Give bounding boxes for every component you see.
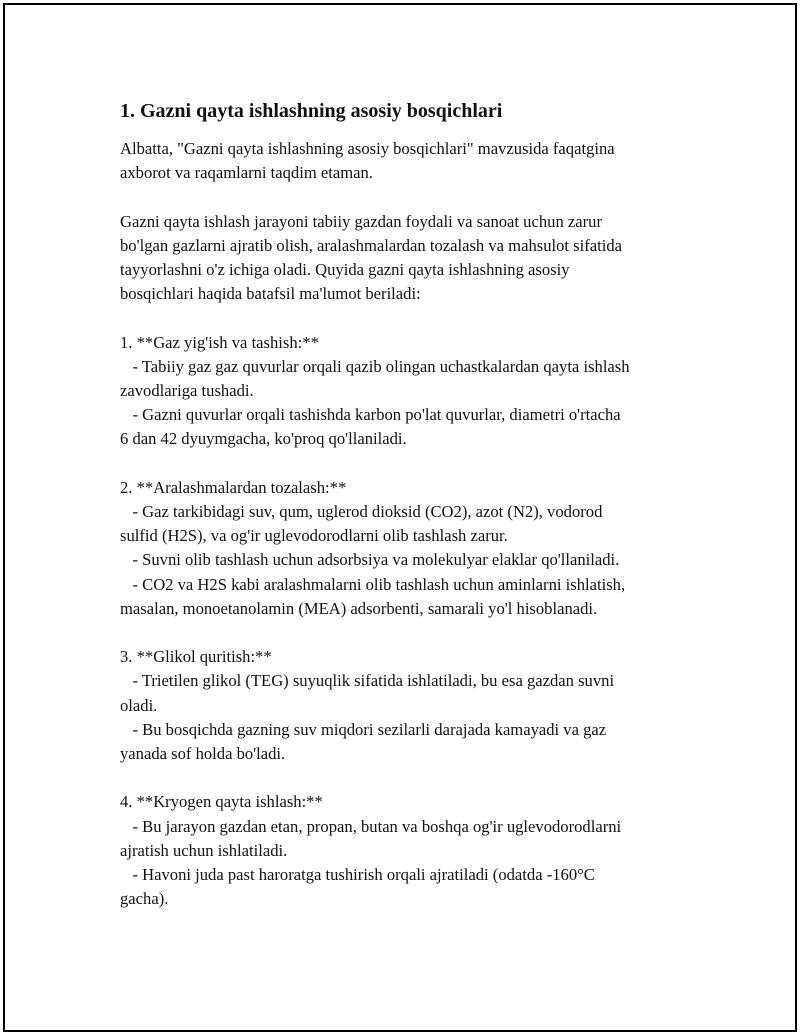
paragraph-gap: [120, 306, 720, 330]
section-bullet: - Bu bosqichda gazning suv miqdori sezilarli darajada kamayadi va gaz yanada sof holda bo'ladi.: [120, 719, 607, 764]
paragraph-gap: [120, 766, 720, 790]
section-heading: 1. **Gaz yig'ish va tashish:**: [120, 332, 319, 352]
section-impurity-removal: [120, 476, 720, 621]
page-frame: [3, 3, 797, 1032]
section-bullet: - Suvni olib tashlash uchun adsorbsiya va molekulyar elaklar qo'llaniladi.: [120, 550, 620, 570]
document-body: [120, 97, 720, 911]
paragraph-gap: [120, 621, 720, 645]
section-bullet: - Havoni juda past haroratga tushirish orqali ajratiladi (odatda -160°C gacha).: [120, 865, 595, 909]
section-glycol-drying: [120, 645, 720, 766]
document-title: 1. Gazni qayta ishlashning asosiy bosqichlari: [120, 100, 503, 122]
section-bullet: - Gazni quvurlar orqali tashishda karbon po'lat quvurlar, diametri o'rtacha 6 dan 42 dyuymgacha, ko'proq qo'llaniladi.: [120, 405, 621, 449]
section-bullet: - CO2 va H2S kabi aralashmalarni olib tashlash uchun aminlarni ishlatish, masalan, monoetanolamin (MEA) adsorbenti, samarali yo'l hisoblanadi.: [120, 574, 626, 618]
paragraph-gap: [120, 452, 720, 476]
section-bullet: - Tabiiy gaz gaz quvurlar orqali qazib olingan uchastkalardan qayta ishlash zavodlariga tushadi.: [120, 356, 630, 400]
intro-paragraph-2: Gazni qayta ishlash jarayoni tabiiy gazdan foydali va sanoat uchun zarur bo'lgan gazlarni ajratib olish, aralashmalardan tozalash va mahsulot sifatida tayyorlashni o'z ichiga oladi. Quyida gazni qayta ishlashning asosiy bosqichlari haqida batafsil ma'lumot beriladi:: [120, 211, 623, 304]
section-gas-collection: [120, 331, 720, 452]
section-cryogenic-processing: [120, 790, 720, 911]
section-bullet: - Trietilen glikol (TEG) suyuqlik sifatida ishlatiladi, bu esa gazdan suvni oladi.: [120, 671, 615, 715]
section-heading: 3. **Glikol quritish:**: [120, 647, 272, 667]
section-heading: 2. **Aralashmalardan tozalash:**: [120, 477, 347, 497]
paragraph-gap: [120, 185, 720, 209]
section-bullet: - Gaz tarkibidagi suv, qum, uglerod dioksid (CO2), azot (N2), vodorod sulfid (H2S), va og'ir uglevodorodlarni olib tashlash zarur.: [120, 502, 603, 546]
section-bullet: - Bu jarayon gazdan etan, propan, butan va boshqa og'ir uglevodorodlarni ajratish uchun ishlatiladi.: [120, 816, 622, 860]
intro-paragraph-1: Albatta, "Gazni qayta ishlashning asosiy bosqichlari" mavzusida faqatgina axborot va raqamlarni taqdim etaman.: [120, 139, 615, 183]
section-heading: 4. **Kryogen qayta ishlash:**: [120, 792, 323, 812]
